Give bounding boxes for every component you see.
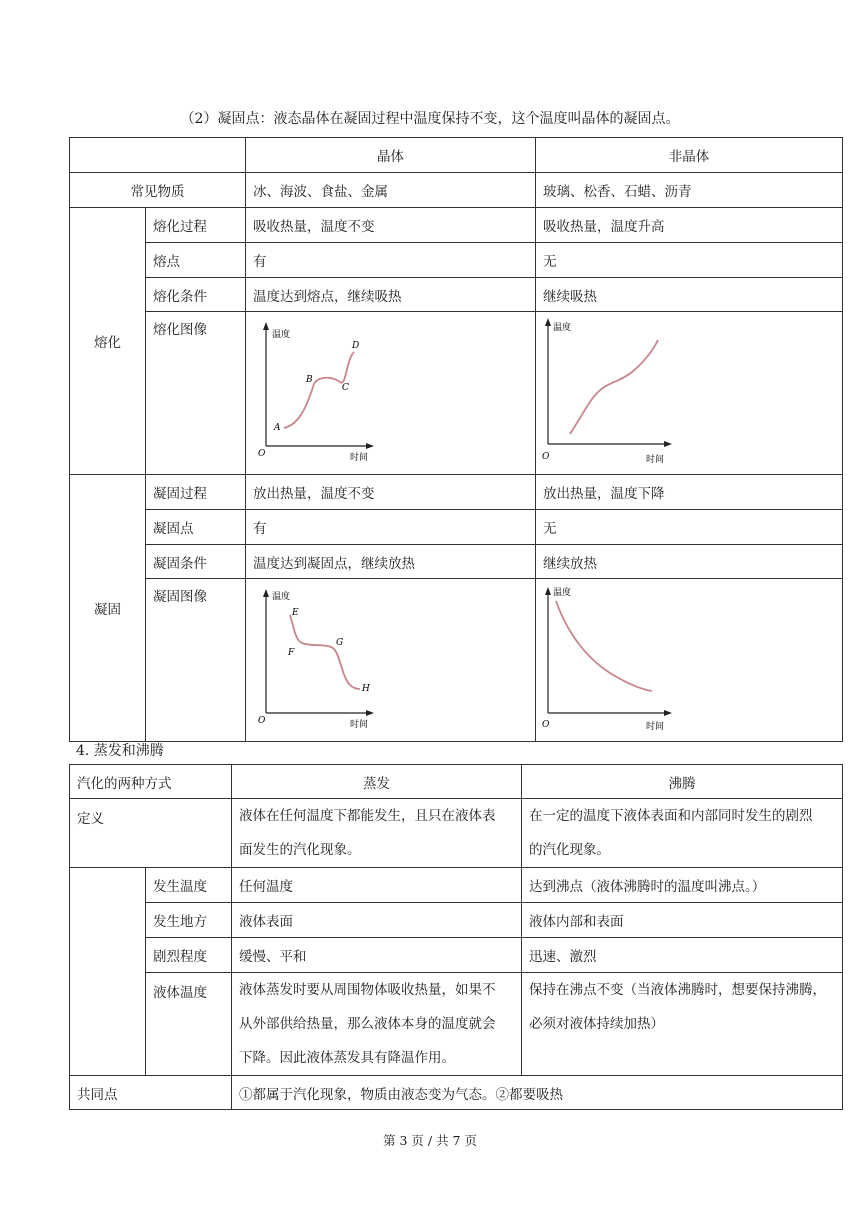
cell-amorphous: 放出热量，温度下降: [536, 475, 843, 510]
text-line: 的汽化现象。: [529, 842, 610, 858]
table-row-solidify-process: [70, 475, 843, 510]
table-row-melting-condition: [70, 278, 843, 312]
amorphous-melting-graph: [536, 312, 843, 470]
crystal-solidify-curve: [290, 615, 360, 689]
table-header-row: [70, 765, 843, 799]
amorphous-melting-curve: [570, 340, 658, 434]
evaporation-boiling-table: [69, 764, 843, 1110]
point-label-G: G: [336, 638, 344, 648]
table-row-definition: [70, 799, 843, 868]
cell-crystal: 温度达到熔点，继续吸热: [246, 278, 536, 312]
cell-evap: 液体表面: [232, 903, 522, 938]
table-row-common: [70, 1076, 843, 1110]
cell-boil-liquid-temp: [522, 973, 843, 1076]
crystal-solidify-graph: [246, 579, 536, 737]
row-label: 发生温度: [146, 868, 232, 903]
table-header-row: [70, 138, 843, 173]
cell-crystal: 有: [246, 243, 536, 278]
origin-label: O: [258, 449, 266, 459]
cell-amorphous-solidify-graph: [536, 579, 843, 742]
row-label-common: 共同点: [70, 1076, 232, 1110]
row-label: 凝固过程: [146, 475, 246, 510]
cell-crystal-melting-graph: [246, 312, 536, 475]
table-row-melting-point: [70, 243, 843, 278]
origin-label: O: [258, 716, 266, 726]
cell-amorphous: 继续放热: [536, 545, 843, 579]
cell-evap: 任何温度: [232, 868, 522, 903]
x-axis-label: 时间: [646, 455, 665, 465]
cell-boil: 液体内部和表面: [522, 903, 843, 938]
y-axis-label: 温度: [272, 592, 291, 602]
header-cell-empty: [70, 138, 246, 173]
cell-boil: 达到沸点（液体沸腾时的温度叫沸点。）: [522, 868, 843, 903]
y-axis-label: 温度: [553, 323, 572, 333]
section-heading-solidification-point: （2）凝固点：液态晶体在凝固过程中温度保持不变，这个温度叫晶体的凝固点。: [180, 111, 680, 127]
point-label-H: H: [362, 684, 370, 694]
header-cell-methods: 汽化的两种方式: [70, 765, 232, 799]
row-label-common: 常见物质: [70, 173, 246, 208]
header-cell-amorphous: 非晶体: [536, 138, 843, 173]
crystal-melting-graph: [246, 312, 536, 470]
table-row-solidify-condition: [70, 545, 843, 579]
cell-crystal: 放出热量，温度不变: [246, 475, 536, 510]
cell-amorphous: 无: [536, 243, 843, 278]
table-row-solidify-point: [70, 510, 843, 545]
point-label-F: F: [288, 648, 295, 658]
amorphous-solidify-curve: [556, 601, 652, 691]
row-label: 凝固点: [146, 510, 246, 545]
cell-crystal: 温度达到凝固点，继续放热: [246, 545, 536, 579]
cell-amorphous: 无: [536, 510, 843, 545]
x-axis-label: 时间: [646, 722, 665, 732]
text-line: 保持在沸点不变（当液体沸腾时，想要保持沸腾，: [529, 982, 826, 998]
table-row-melting-process: [70, 208, 843, 243]
group-label-solidify: 凝固: [70, 475, 146, 742]
cell-crystal-solidify-graph: [246, 579, 536, 742]
table-row-temperature: [70, 868, 843, 903]
text-line: 必须对液体持续加热）: [529, 1016, 664, 1032]
amorphous-solidify-graph: [536, 579, 843, 737]
point-label-E: E: [292, 608, 299, 618]
cell-crystal-common: 冰、海波、食盐、金属: [246, 173, 536, 208]
table-row-liquid-temperature: [70, 973, 843, 1076]
cell-boil-definition: [522, 799, 843, 868]
row-label: 熔化过程: [146, 208, 246, 243]
row-label: 剧烈程度: [146, 938, 232, 973]
header-cell-boiling: 沸腾: [522, 765, 843, 799]
text-line: 液体在任何温度下都能发生，且只在液体表: [239, 808, 496, 824]
text-line: 在一定的温度下液体表面和内部同时发生的剧烈: [529, 808, 813, 824]
cell-crystal: 吸收热量，温度不变: [246, 208, 536, 243]
cell-amorphous-melting-graph: [536, 312, 843, 475]
text-line: 下降。因此液体蒸发具有降温作用。: [239, 1050, 455, 1066]
text-line: 面发生的汽化现象。: [239, 842, 361, 858]
text-line: 液体蒸发时要从周围物体吸收热量，如果不: [239, 982, 496, 998]
cell-evap-definition: [232, 799, 522, 868]
group-label-melting: 熔化: [70, 208, 146, 475]
row-label: 熔化条件: [146, 278, 246, 312]
row-label: 熔点: [146, 243, 246, 278]
cell-amorphous: 吸收热量，温度升高: [536, 208, 843, 243]
table-row-melting-graph: [70, 312, 843, 475]
section-heading-evaporation-boiling: 4. 蒸发和沸腾: [76, 743, 164, 759]
cell-boil: 迅速、激烈: [522, 938, 843, 973]
row-label-definition: 定义: [70, 799, 232, 868]
cell-evap-liquid-temp: [232, 973, 522, 1076]
table-row-common: [70, 173, 843, 208]
row-label: 凝固图像: [146, 579, 246, 742]
x-axis-label: 时间: [350, 720, 369, 730]
row-label: 发生地方: [146, 903, 232, 938]
point-label-B: B: [306, 375, 313, 385]
text-line: 从外部供给热量，那么液体本身的温度就会: [239, 1016, 496, 1032]
table-row-intensity: [70, 938, 843, 973]
table-row-solidify-graph: [70, 579, 843, 742]
cell-crystal: 有: [246, 510, 536, 545]
cell-amorphous: 继续吸热: [536, 278, 843, 312]
row-label: 熔化图像: [146, 312, 246, 475]
header-cell-crystal: 晶体: [246, 138, 536, 173]
point-label-A: A: [274, 423, 281, 433]
crystal-amorphous-table: [69, 137, 843, 742]
cell-common-value: ①都属于汽化现象，物质由液态变为气态。②都要吸热: [232, 1076, 843, 1110]
y-axis-label: 温度: [272, 330, 291, 340]
table-row-location: [70, 903, 843, 938]
point-label-C: C: [342, 383, 349, 393]
row-label: 凝固条件: [146, 545, 246, 579]
page-footer: 第 3 页 / 共 7 页: [383, 1133, 477, 1148]
point-label-D: D: [352, 341, 360, 351]
x-axis-label: 时间: [350, 453, 369, 463]
row-label: 液体温度: [146, 973, 232, 1076]
y-axis-label: 温度: [553, 588, 572, 598]
origin-label: O: [542, 720, 550, 730]
cell-evap: 缓慢、平和: [232, 938, 522, 973]
origin-label: O: [542, 452, 550, 462]
cell-amorphous-common: 玻璃、松香、石蜡、沥青: [536, 173, 843, 208]
group-cell-empty: [70, 868, 146, 1076]
header-cell-evaporation: 蒸发: [232, 765, 522, 799]
